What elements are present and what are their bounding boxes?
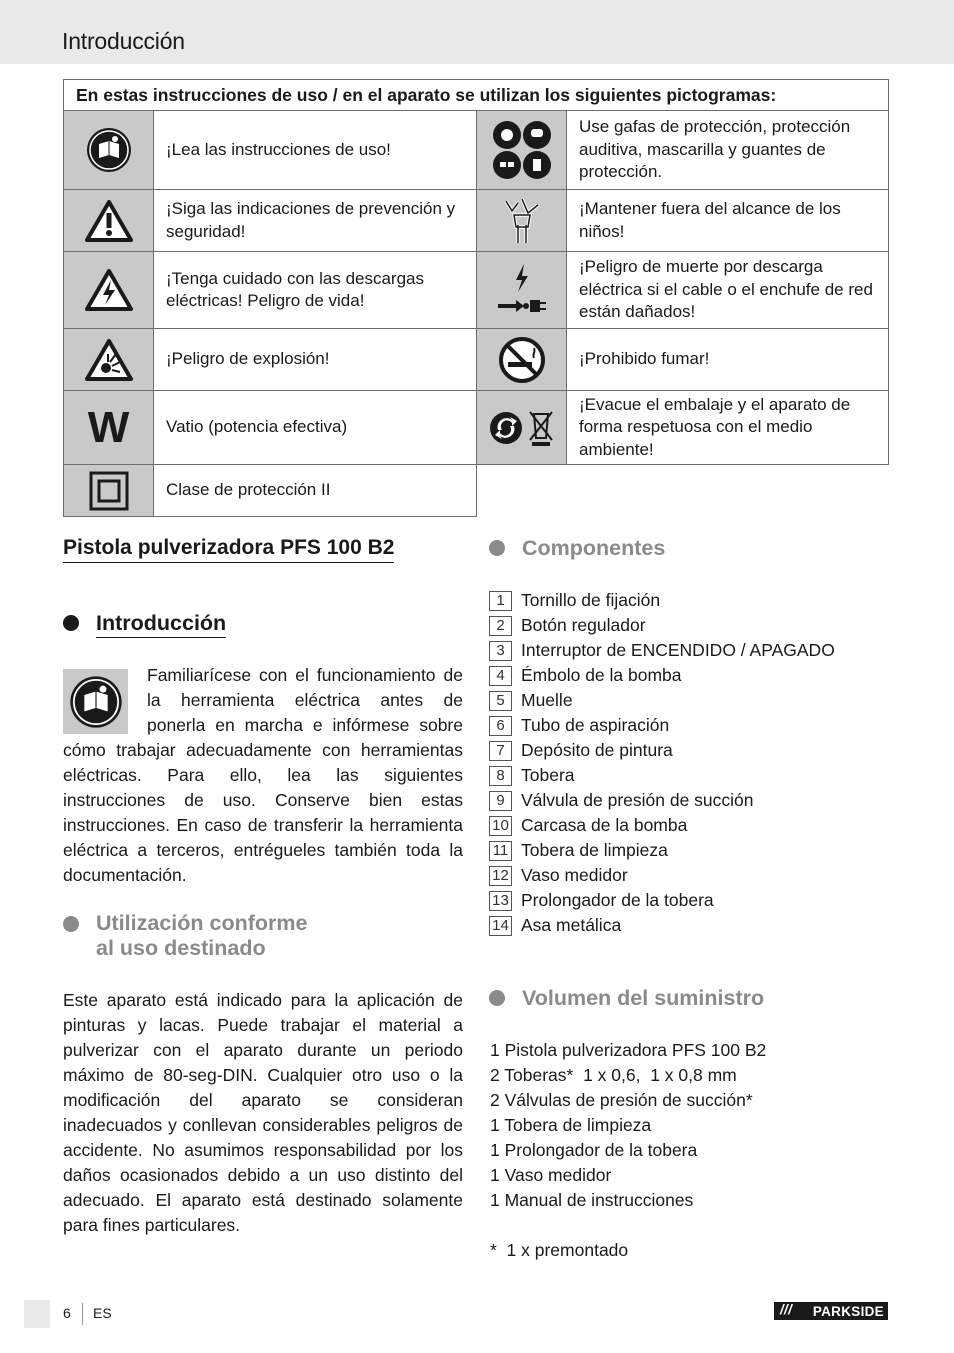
explosion-icon (64, 329, 154, 391)
footer-marker (24, 1300, 50, 1328)
page-number: 6 (63, 1305, 71, 1321)
intended-use-text: Este aparato está indicado para la aplicación de pinturas y lacas. Puede trabajar el material a pulverizar con el aparato durante un periodo máximo de 80-seg-DIN. Cualquier otro uso o la modificación del aparato se consideran inadecuados y conllevan considerables peligros de accidente. No asumimos responsabilidad por los daños ocasionados debido a un uso distinto del adecuado. El aparato está destinado solamente para fines particulares. (63, 990, 463, 1235)
brand-logo: /// PARKSIDE (774, 1302, 888, 1320)
damaged-cable-icon (477, 252, 567, 329)
product-title: Pistola pulverizadora PFS 100 B2 (63, 536, 394, 563)
supply-list (490, 1038, 766, 1213)
list-item: 1 Manual de instrucciones (490, 1190, 694, 1210)
language-code: ES (93, 1305, 112, 1321)
list-item: 11 Tobera de limpieza (489, 838, 835, 863)
pictogram-text: ¡Evacue el embalaje y el aparato de forma respetuosa con el medio ambiente! (567, 391, 889, 465)
pictogram-text: ¡Peligro de muerte por descarga eléctrica si el cable o el enchufe de red están dañados! (567, 252, 889, 329)
electric-shock-icon (64, 252, 154, 329)
bullet-icon (63, 615, 79, 631)
intro-text: Familiarícese con el funcionamiento de la herramienta eléctrica antes de ponerla en marcha e infórmese sobre cómo trabajar adecuadamente con herramientas eléctricas. Para ello, lea las siguientes instrucciones de uso. Conserve bien estas instrucciones. En caso de transferir la herramienta eléctrica a terceros, entrégueles también toda la documentación. (63, 665, 463, 885)
pictogram-text: ¡Lea las instrucciones de uso! (154, 111, 477, 190)
pictogram-text: Vatio (potencia efectiva) (154, 391, 477, 465)
list-item: 1 Vaso medidor (490, 1165, 612, 1185)
bullet-icon (63, 916, 79, 932)
footnote: * 1 x premontado (490, 1240, 629, 1260)
keep-away-children-icon (477, 190, 567, 252)
pictogram-text: Use gafas de protección, protección auditiva, mascarilla y guantes de protección. (567, 111, 889, 190)
list-item: 1 Tornillo de fijación (489, 588, 835, 613)
components-list (489, 588, 835, 938)
recycle-icon (477, 391, 567, 465)
protection-class-ii-icon (64, 465, 154, 517)
warning-triangle-icon (64, 190, 154, 252)
list-item: 8 Tobera (489, 763, 835, 788)
list-item: 1 Pistola pulverizadora PFS 100 B2 (490, 1040, 767, 1060)
list-item: 5 Muelle (489, 688, 835, 713)
read-manual-icon (64, 111, 154, 190)
pictogram-text: ¡Peligro de explosión! (154, 329, 477, 391)
intro-heading: Introducción (63, 611, 226, 638)
supply-heading: Volumen del suministro (489, 986, 764, 1011)
list-item: 1 Tobera de limpieza (490, 1115, 652, 1135)
pictogram-text: ¡Prohibido fumar! (567, 329, 889, 391)
watt-symbol: W (87, 402, 130, 452)
components-heading: Componentes (489, 536, 665, 561)
footer-divider (82, 1303, 83, 1325)
pictogram-text: Clase de protección II (154, 465, 477, 517)
list-item: 2 Toberas* 1 x 0,6, 1 x 0,8 mm (490, 1065, 737, 1085)
list-item: 14 Asa metálica (489, 913, 835, 938)
list-item: 2 Válvulas de presión de succión* (490, 1090, 753, 1110)
list-item: 6 Tubo de aspiración (489, 713, 835, 738)
pictogram-text: ¡Siga las indicaciones de prevención y seguridad! (154, 190, 477, 252)
page-title: Introducción (62, 28, 185, 54)
pictogram-text: ¡Mantener fuera del alcance de los niños! (567, 190, 889, 252)
list-item: 1 Prolongador de la tobera (490, 1140, 698, 1160)
no-smoking-icon (477, 329, 567, 391)
list-item: 13 Prolongador de la tobera (489, 888, 835, 913)
list-item: 3 Interruptor de ENCENDIDO / APAGADO (489, 638, 835, 663)
list-item: 7 Depósito de pintura (489, 738, 835, 763)
list-item: 4 Émbolo de la bomba (489, 663, 835, 688)
list-item: 12 Vaso medidor (489, 863, 835, 888)
pictogram-text: ¡Tenga cuidado con las descargas eléctricas! Peligro de vida! (154, 252, 477, 329)
pictogram-table-heading: En estas instrucciones de uso / en el aparato se utilizan los siguientes pictogramas: (64, 80, 889, 111)
list-item: 2 Botón regulador (489, 613, 835, 638)
list-item: 9 Válvula de presión de succión (489, 788, 835, 813)
list-item: 10 Carcasa de la bomba (489, 813, 835, 838)
protective-gear-icon (477, 111, 567, 190)
pictogram-table (63, 79, 889, 517)
bullet-icon (489, 990, 505, 1006)
watt-icon (64, 391, 154, 465)
intended-use-heading: Utilización conforme al uso destinado (63, 911, 307, 961)
bullet-icon (489, 540, 505, 556)
